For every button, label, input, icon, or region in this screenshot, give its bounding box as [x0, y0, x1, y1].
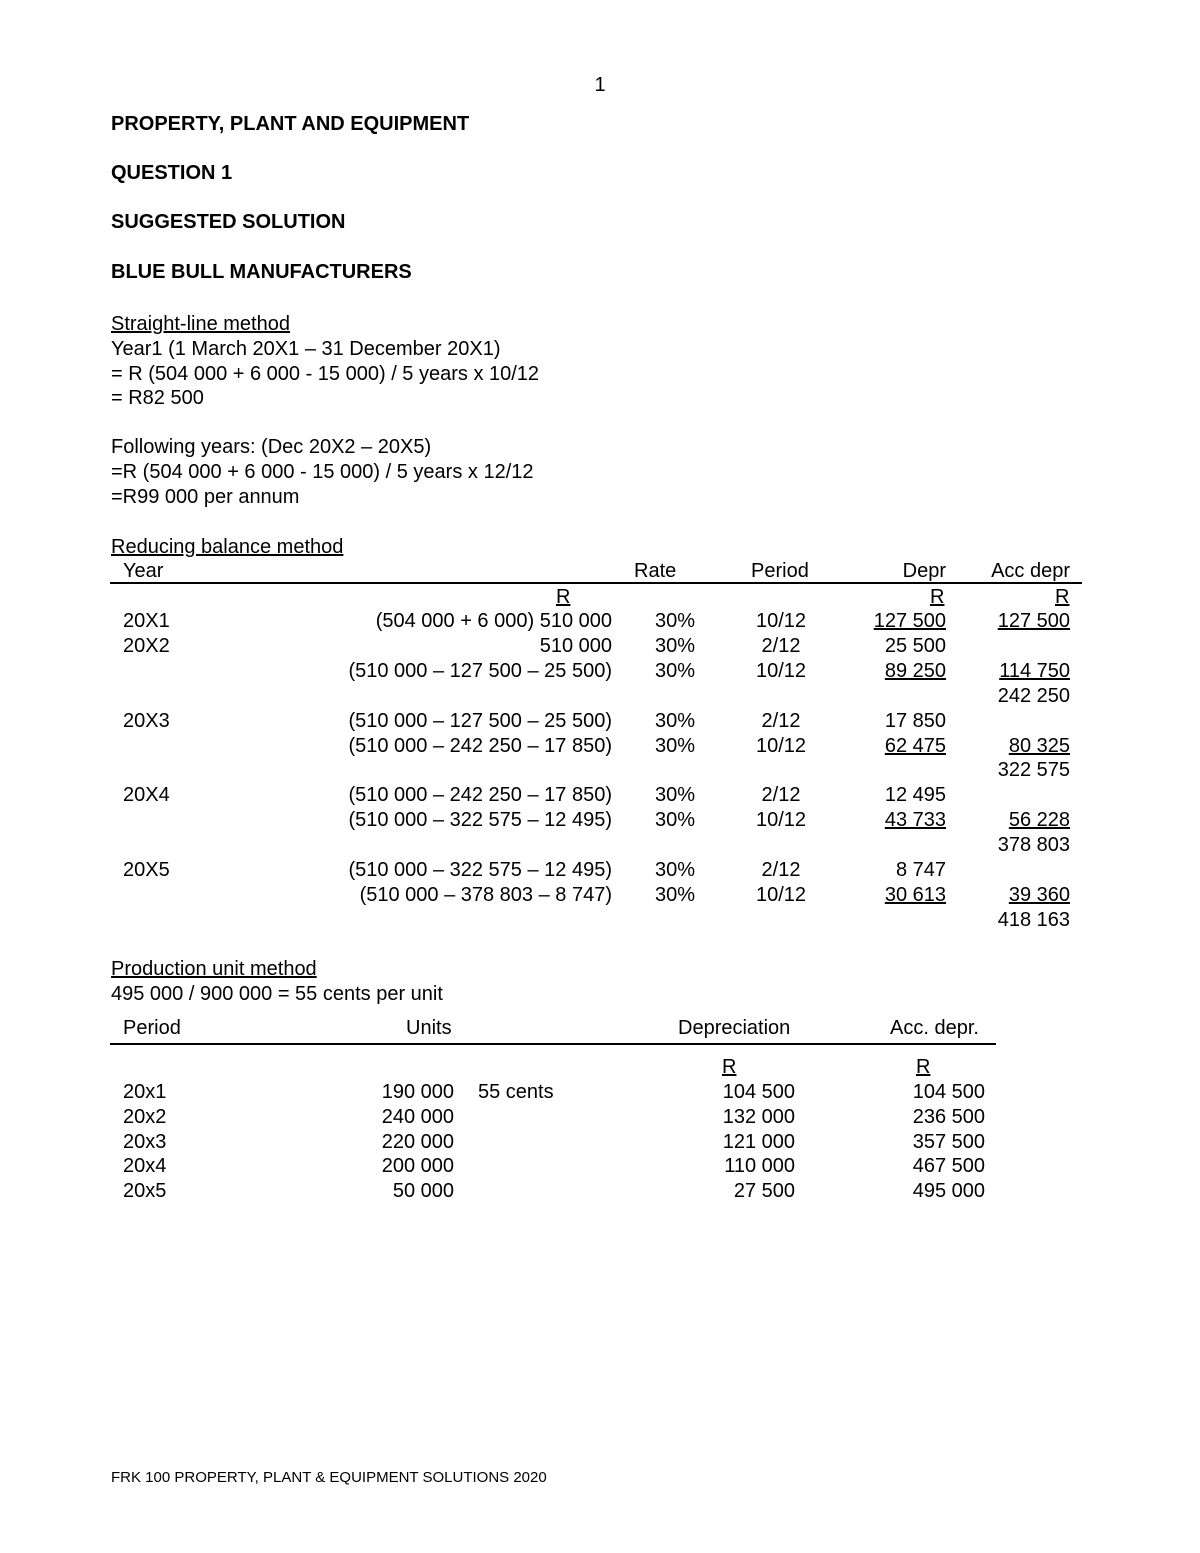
rb-currency-depr: R — [930, 586, 945, 608]
rb-cell-rate: 30% — [655, 734, 696, 757]
pu-header-acc-depr: Acc. depr. — [890, 1017, 979, 1039]
pu-cell-period: 20x1 — [123, 1081, 167, 1103]
question-title: QUESTION 1 — [111, 162, 233, 184]
rb-header-year: Year — [123, 560, 164, 582]
page-footer: FRK 100 PROPERTY, PLANT & EQUIPMENT SOLUTIONS 2020 — [111, 1469, 547, 1486]
rb-cell-rate: 30% — [655, 634, 696, 657]
straight-line-line: = R (504 000 + 6 000 - 15 000) / 5 years x 10/12 — [111, 363, 540, 385]
rb-cell-period: 2/12 — [761, 784, 801, 807]
pu-cell-depreciation: 104 500 — [722, 1081, 795, 1103]
rb-cell-calc: (510 000 – 322 575 – 12 495) — [348, 859, 612, 881]
rb-currency-calc: R — [556, 586, 571, 608]
straight-line-line: Year1 (1 March 20X1 – 31 December 20X1) — [111, 338, 501, 360]
pu-cell-acc-depr: 495 000 — [912, 1180, 985, 1203]
production-unit-formula: 495 000 / 900 000 = 55 cents per unit — [111, 983, 443, 1005]
rb-cell-acc-depr: 127 500 — [997, 610, 1070, 632]
straight-line-line: = R82 500 — [111, 387, 204, 409]
rb-cell-acc-depr: 80 325 — [1008, 734, 1070, 757]
rb-cell-acc-depr: 378 803 — [997, 834, 1070, 857]
rb-cell-depr: 17 850 — [884, 709, 946, 732]
rb-cell-year: 20X5 — [123, 859, 170, 881]
rb-cell-year: 20X3 — [123, 709, 170, 732]
pu-currency-acc: R — [916, 1056, 931, 1078]
pu-cell-units: 50 000 — [392, 1180, 454, 1203]
pu-header-units: Units — [406, 1017, 452, 1039]
pu-cell-rate: 55 cents — [478, 1081, 554, 1103]
pu-header-depreciation: Depreciation — [678, 1017, 791, 1039]
pu-cell-acc-depr: 467 500 — [912, 1155, 985, 1178]
rb-cell-period: 10/12 — [755, 809, 807, 832]
pu-cell-units: 220 000 — [381, 1130, 454, 1153]
company-name: BLUE BULL MANUFACTURERS — [111, 261, 412, 283]
pu-cell-depreciation: 121 000 — [722, 1130, 795, 1153]
rb-currency-acc: R — [1055, 586, 1070, 608]
straight-line-title: Straight-line method — [111, 313, 290, 335]
rb-cell-period: 2/12 — [761, 709, 801, 732]
rb-cell-rate: 30% — [655, 859, 696, 881]
rb-cell-rate: 30% — [655, 709, 696, 732]
straight-line-line: Following years: (Dec 20X2 – 20X5) — [111, 436, 432, 458]
rb-cell-calc: (510 000 – 242 250 – 17 850) — [348, 784, 612, 807]
rb-cell-depr: 12 495 — [884, 784, 946, 807]
rb-header-rate: Rate — [634, 560, 677, 582]
rb-cell-depr: 89 250 — [884, 659, 946, 682]
rb-cell-acc-depr: 322 575 — [997, 759, 1070, 782]
rb-cell-period: 2/12 — [761, 634, 801, 657]
pu-cell-units: 240 000 — [381, 1105, 454, 1128]
pu-cell-acc-depr: 236 500 — [912, 1105, 985, 1128]
pu-cell-period: 20x4 — [123, 1155, 167, 1178]
rb-cell-period: 10/12 — [755, 610, 807, 632]
rb-cell-period: 10/12 — [755, 883, 807, 906]
rb-cell-year: 20X2 — [123, 634, 170, 657]
rb-cell-period: 10/12 — [755, 659, 807, 682]
rb-cell-rate: 30% — [655, 659, 696, 682]
rb-cell-calc: (510 000 – 378 803 – 8 747) — [359, 883, 612, 906]
rb-cell-acc-depr: 242 250 — [997, 684, 1070, 707]
rb-header-acc-depr: Acc depr — [991, 560, 1070, 582]
pu-cell-units: 200 000 — [381, 1155, 454, 1178]
pu-header-period: Period — [123, 1017, 181, 1039]
rb-cell-rate: 30% — [655, 784, 696, 807]
rb-header-depr: Depr — [902, 560, 946, 582]
solution-title: SUGGESTED SOLUTION — [111, 211, 346, 233]
pu-header-rule — [110, 1043, 996, 1045]
rb-cell-rate: 30% — [655, 809, 696, 832]
rb-cell-depr: 127 500 — [873, 610, 946, 632]
rb-cell-acc-depr: 114 750 — [999, 659, 1070, 682]
rb-cell-calc: (504 000 + 6 000) 510 000 — [375, 610, 612, 632]
rb-cell-year: 20X4 — [123, 784, 170, 807]
pu-cell-period: 20x3 — [123, 1130, 167, 1153]
rb-cell-depr: 8 747 — [895, 859, 946, 881]
pu-cell-units: 190 000 — [381, 1081, 454, 1103]
rb-cell-period: 10/12 — [755, 734, 807, 757]
rb-cell-calc: 510 000 — [539, 634, 612, 657]
rb-header-rule — [110, 582, 1082, 584]
page-number: 1 — [594, 74, 606, 96]
rb-cell-year: 20X1 — [123, 610, 170, 632]
production-unit-title: Production unit method — [111, 958, 317, 980]
rb-cell-calc: (510 000 – 242 250 – 17 850) — [348, 734, 612, 757]
straight-line-line: =R99 000 per annum — [111, 486, 300, 508]
pu-cell-depreciation: 27 500 — [733, 1180, 795, 1203]
rb-cell-acc-depr: 39 360 — [1008, 883, 1070, 906]
rb-cell-rate: 30% — [655, 883, 696, 906]
rb-cell-rate: 30% — [655, 610, 696, 632]
document-heading: PROPERTY, PLANT AND EQUIPMENT — [111, 113, 470, 135]
pu-cell-acc-depr: 357 500 — [912, 1130, 985, 1153]
rb-cell-depr: 62 475 — [884, 734, 946, 757]
rb-cell-calc: (510 000 – 127 500 – 25 500) — [348, 709, 612, 732]
pu-cell-depreciation: 132 000 — [722, 1105, 795, 1128]
pu-cell-acc-depr: 104 500 — [912, 1081, 985, 1103]
reducing-balance-title: Reducing balance method — [111, 536, 344, 558]
pu-cell-period: 20x2 — [123, 1105, 167, 1128]
rb-cell-depr: 25 500 — [884, 634, 946, 657]
rb-cell-acc-depr: 56 228 — [1008, 809, 1070, 832]
rb-cell-acc-depr: 418 163 — [997, 908, 1070, 931]
rb-cell-period: 2/12 — [761, 859, 801, 881]
straight-line-line: =R (504 000 + 6 000 - 15 000) / 5 years x 12/12 — [111, 461, 534, 483]
pu-cell-period: 20x5 — [123, 1180, 167, 1203]
pu-currency-depr: R — [722, 1056, 737, 1078]
rb-cell-depr: 30 613 — [884, 883, 946, 906]
rb-header-period: Period — [751, 560, 809, 582]
pu-cell-depreciation: 110 000 — [724, 1155, 795, 1178]
rb-cell-depr: 43 733 — [884, 809, 946, 832]
rb-cell-calc: (510 000 – 127 500 – 25 500) — [348, 659, 612, 682]
rb-cell-calc: (510 000 – 322 575 – 12 495) — [348, 809, 612, 832]
